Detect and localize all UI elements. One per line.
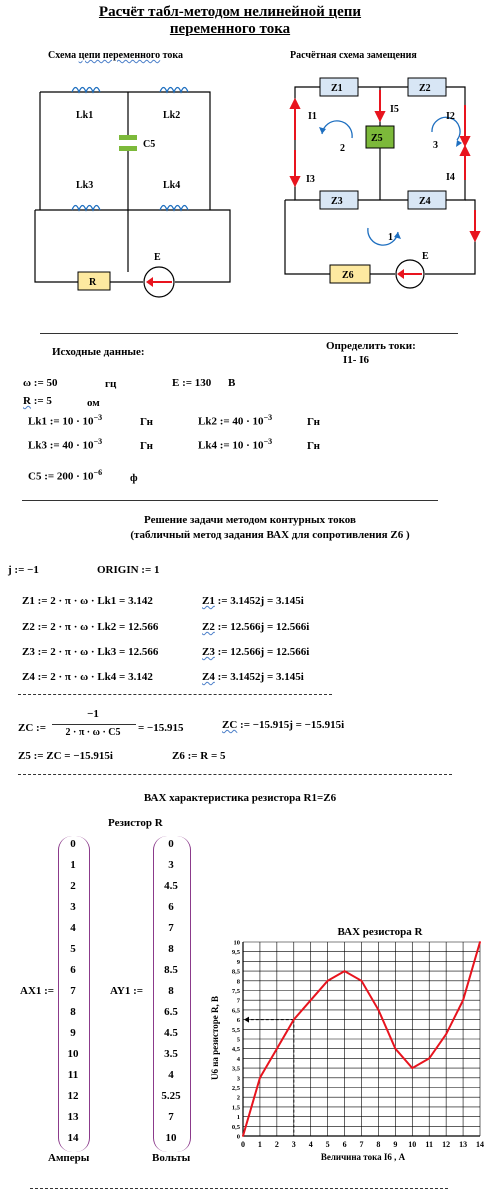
ay1-cell: 5.25 — [161, 1090, 181, 1102]
svg-text:I3: I3 — [306, 174, 315, 185]
data-point — [259, 1077, 261, 1079]
svg-text:Z6: Z6 — [342, 270, 354, 281]
data-point — [344, 970, 346, 972]
y-tick-label: 8,5 — [231, 968, 240, 976]
svg-text:2: 2 — [340, 143, 345, 154]
chart-xlabel: Величина тока I6 , А — [320, 1152, 406, 1162]
substitution-circuit-diagram — [270, 60, 500, 300]
y-tick-label: 3 — [236, 1075, 240, 1083]
svg-text:R: R — [89, 277, 97, 288]
svg-text:E: E — [422, 251, 429, 262]
y-tick-label: 2 — [236, 1094, 240, 1102]
y-tick-label: 7,5 — [231, 988, 240, 995]
data-point — [276, 1048, 278, 1050]
solution-header-line2: (табличный метод задания ВАХ для сопротивления Z6 ) — [130, 529, 410, 541]
right-scheme-title: Расчётная схема замещения — [290, 50, 417, 61]
e-unit: В — [228, 377, 236, 389]
lk1-unit: Гн — [140, 416, 153, 428]
x-tick-label: 4 — [308, 1140, 313, 1149]
omega-def: ω := 50 — [23, 377, 58, 389]
svg-text:Lk4: Lk4 — [163, 180, 181, 191]
x-tick-label: 0 — [241, 1140, 245, 1149]
svg-text:E: E — [154, 252, 161, 263]
x-tick-label: 13 — [459, 1140, 468, 1149]
origin-def: ORIGIN := 1 — [97, 564, 160, 576]
zc-value: = −15.915 — [138, 722, 184, 734]
svg-text:Lk1: Lk1 — [76, 110, 94, 121]
ay1-cell: 8 — [168, 943, 174, 955]
lk4-def: Lk4 := $10 \cdot 10^{-3}$ — [198, 437, 273, 452]
svg-text:3: 3 — [433, 140, 438, 151]
left-scheme-title: Схема цепи переменного тока — [48, 50, 184, 61]
ax1-cell: 5 — [70, 943, 76, 955]
r-def: R := 5 — [23, 395, 52, 407]
svg-text:Lk3: Lk3 — [76, 180, 94, 191]
y-tick-label: 8 — [236, 978, 240, 986]
data-point — [428, 1058, 430, 1060]
ax1-cell: 12 — [67, 1090, 79, 1102]
vax-header: ВАХ характеристика резистора R1=Z6 — [143, 792, 337, 804]
y-tick-label: 0,5 — [231, 1123, 240, 1131]
capacitor-c5 — [119, 135, 137, 140]
z3-complex: Z3 := 12.566j = 12.566i — [202, 646, 310, 658]
resistor-label: Резистор R — [108, 817, 163, 829]
y-tick-label: 5,5 — [231, 1026, 240, 1034]
c5-unit: ф — [130, 472, 138, 484]
x-tick-label: 3 — [291, 1140, 296, 1149]
region-divider — [18, 774, 452, 775]
x-tick-label: 1 — [257, 1140, 262, 1149]
c5-def: C5 := $200 \cdot 10^{-6}$ — [28, 468, 103, 483]
y-tick-label: 4 — [236, 1055, 240, 1063]
svg-text:Lk2: Lk2 — [163, 110, 181, 121]
ax1-cell: 13 — [67, 1111, 79, 1123]
r-unit: ом — [87, 397, 100, 409]
svg-text:C5: C5 — [143, 139, 156, 150]
ax1-cell: 11 — [67, 1069, 79, 1081]
lk3-def: Lk3 := $40 \cdot 10^{-3}$ — [28, 437, 103, 452]
ay1-cell: 6.5 — [164, 1006, 178, 1018]
data-point — [293, 1019, 295, 1021]
data-point — [310, 999, 312, 1001]
z2-calc: Z2 := 2 · π · ω · Lk2 = 12.566 — [22, 621, 159, 633]
svg-text:I5: I5 — [390, 104, 399, 115]
z1-label: Z1 — [331, 83, 343, 94]
ay1-label: AY1 := — [110, 985, 144, 997]
e-def: E := 130 — [172, 377, 212, 389]
lk4-unit: Гн — [307, 440, 320, 452]
ax1-cell: 7 — [70, 985, 76, 997]
z3-calc: Z3 := 2 · π · ω · Lk3 = 12.566 — [22, 646, 159, 658]
given-header: Исходные данные: — [52, 346, 145, 358]
x-tick-label: 9 — [393, 1140, 398, 1149]
zc-complex: ZC := −15.915j = −15.915i — [222, 719, 345, 731]
divider — [40, 333, 458, 334]
ax1-cell: 8 — [70, 1006, 76, 1018]
region-divider — [30, 1188, 448, 1189]
ay1-unit: Вольты — [152, 1152, 191, 1164]
page-title-line2: переменного тока — [169, 21, 291, 37]
data-point — [361, 980, 363, 982]
lk1-def: Lk1 := $10 \cdot 10^{-3}$ — [28, 413, 103, 428]
divider — [22, 500, 438, 501]
y-tick-label: 7 — [236, 997, 240, 1005]
ax1-cell: 1 — [70, 859, 76, 871]
svg-text:Z4: Z4 — [419, 196, 431, 207]
z2-complex: Z2 := 12.566j = 12.566i — [202, 621, 310, 633]
x-tick-label: 14 — [476, 1140, 484, 1149]
chart-title: ВАХ резистора R — [337, 926, 423, 938]
page-title-line1: Расчёт табл-методом нелинейной цепи — [98, 4, 362, 20]
data-point — [394, 1048, 396, 1050]
ax1-cell: 6 — [70, 964, 76, 976]
ax1-cell: 2 — [70, 880, 76, 892]
x-tick-label: 8 — [376, 1140, 381, 1149]
x-tick-label: 7 — [359, 1140, 364, 1149]
svg-text:Z3: Z3 — [331, 196, 343, 207]
zc-lhs: ZC := — [18, 722, 46, 734]
data-point — [479, 941, 481, 943]
ay1-cell: 3.5 — [164, 1048, 178, 1060]
ay1-cell: 4 — [168, 1069, 174, 1081]
y-tick-label: 4,5 — [231, 1046, 240, 1054]
y-tick-label: 3,5 — [231, 1065, 240, 1073]
solution-header-line1: Решение задачи методом контурных токов — [144, 514, 356, 526]
fraction-bar — [52, 724, 136, 725]
omega-unit: гц — [105, 378, 117, 390]
y-tick-label: 6 — [236, 1017, 240, 1025]
y-tick-label: 6,5 — [231, 1007, 240, 1015]
x-tick-label: 6 — [342, 1140, 347, 1149]
lk2-unit: Гн — [307, 416, 320, 428]
ax1-cell: 4 — [70, 922, 76, 934]
ay1-cell: 7 — [168, 1111, 174, 1123]
ay1-cell: 0 — [168, 838, 174, 850]
z1-calc: Z1 := 2 · π · ω · Lk1 = 3.142 — [22, 595, 153, 607]
x-tick-label: 12 — [442, 1140, 451, 1149]
ay1-cell: 8 — [168, 985, 174, 997]
lk2-def: Lk2 := $40 \cdot 10^{-3}$ — [198, 413, 273, 428]
find-currents-line2: I1- I6 — [343, 354, 369, 366]
ay1-cell: 6 — [168, 901, 174, 913]
ay1-cell: 4.5 — [164, 880, 178, 892]
ay1-cell: 8.5 — [164, 964, 178, 976]
j-def: j := −1 — [8, 564, 39, 576]
ax1-unit: Амперы — [48, 1152, 90, 1164]
svg-text:I4: I4 — [446, 172, 455, 183]
x-tick-label: 10 — [408, 1140, 417, 1149]
svg-text:1: 1 — [388, 232, 393, 243]
ay1-cell: 4.5 — [164, 1027, 178, 1039]
svg-text:I1: I1 — [308, 111, 317, 122]
zc-denominator: 2 · π · ω · C5 — [65, 727, 121, 738]
y-tick-label: 10 — [233, 939, 240, 947]
chart-ylabel: U6 на резисторе R, В — [210, 995, 220, 1081]
svg-text:I2: I2 — [446, 111, 455, 122]
ax1-cell: 3 — [70, 901, 76, 913]
z5-def: Z5 := ZC = −15.915i — [18, 750, 113, 762]
zc-numerator: −1 — [87, 708, 99, 720]
y-tick-label: 0 — [236, 1133, 240, 1141]
x-tick-label: 2 — [274, 1140, 279, 1149]
region-divider — [18, 694, 332, 695]
data-point — [445, 1033, 447, 1035]
lk3-unit: Гн — [140, 440, 153, 452]
ac-circuit-diagram — [0, 60, 240, 300]
z4-calc: Z4 := 2 · π · ω · Lk4 = 3.142 — [22, 671, 153, 683]
z6-def: Z6 := R = 5 — [172, 750, 226, 762]
z1-complex: Z1 := 3.1452j = 3.145i — [202, 595, 304, 607]
ay1-cell: 3 — [168, 859, 174, 871]
x-tick-label: 5 — [325, 1140, 330, 1149]
ax1-cell: 14 — [67, 1132, 79, 1144]
svg-text:Z5: Z5 — [371, 133, 383, 144]
svg-text:Z2: Z2 — [419, 83, 431, 94]
find-currents-line1: Определить токи: — [326, 340, 416, 352]
annotation-arrowhead — [244, 1017, 249, 1023]
x-tick-label: 11 — [425, 1140, 433, 1149]
data-point — [378, 1009, 380, 1011]
y-tick-label: 2,5 — [231, 1085, 240, 1092]
ay1-cell: 10 — [165, 1132, 177, 1144]
y-tick-label: 9,5 — [231, 949, 240, 957]
ax1-cell: 9 — [70, 1027, 76, 1039]
data-point — [411, 1067, 413, 1069]
ay1-cell: 7 — [168, 922, 174, 934]
z4-complex: Z4 := 3.1452j = 3.145i — [202, 671, 304, 683]
y-tick-label: 9 — [236, 958, 240, 966]
y-tick-label: 1 — [236, 1114, 240, 1122]
ax1-label: AX1 := — [20, 985, 55, 997]
data-point — [462, 999, 464, 1001]
data-point — [242, 1135, 244, 1137]
y-tick-label: 1,5 — [231, 1104, 240, 1112]
y-tick-label: 5 — [236, 1036, 240, 1044]
vax-chart — [205, 920, 495, 1170]
ax1-cell: 10 — [67, 1048, 79, 1060]
data-point — [327, 980, 329, 982]
ax1-cell: 0 — [70, 838, 76, 850]
